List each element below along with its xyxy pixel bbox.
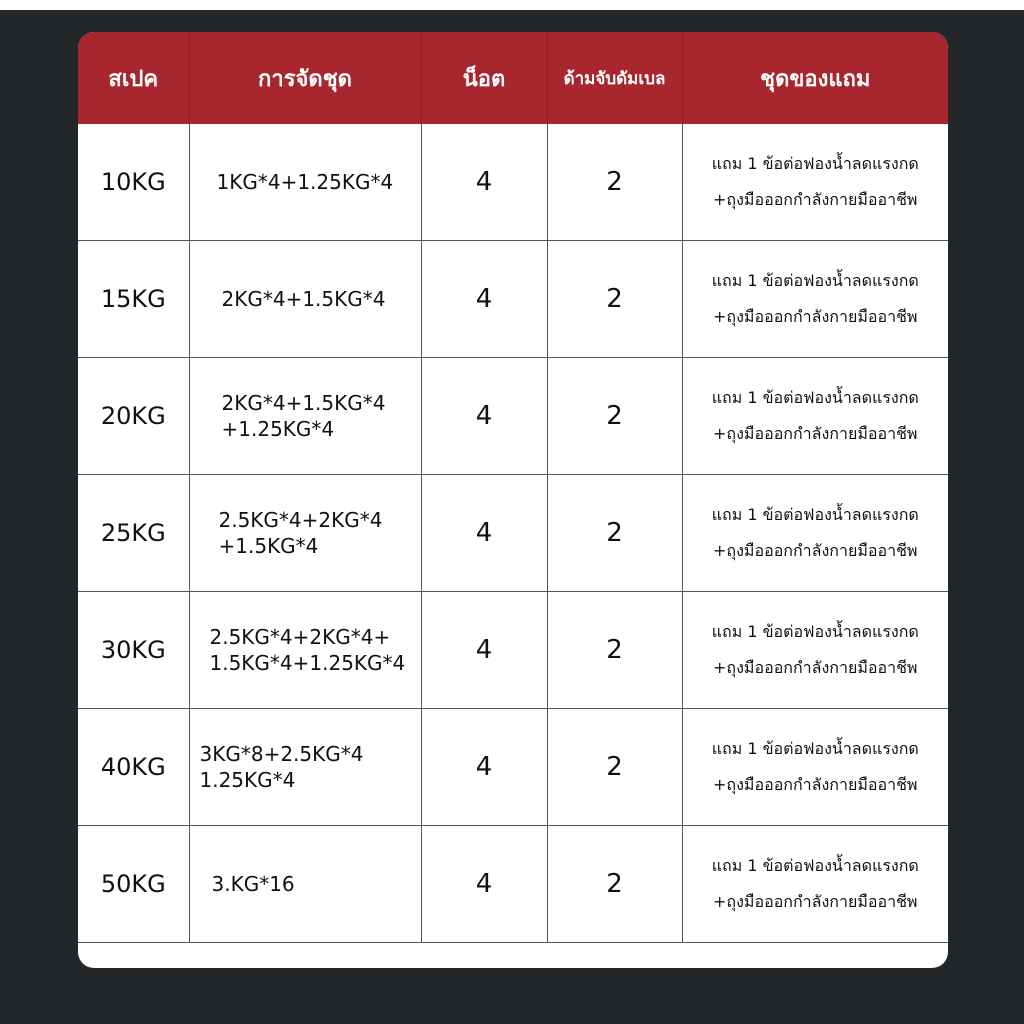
table-row [78,475,948,592]
combo-line: 1.25KG*4 [199,768,296,792]
header-combo: การจัดชุด [189,32,421,124]
combo-cell [189,826,421,943]
combo-cell [189,592,421,709]
gift-line: แถม 1 ข้อต่อฟองน้ำลดแรงกด [711,505,919,524]
gift-cell [682,709,948,826]
nut-cell: 4 [421,241,547,358]
combo-line: 2KG*4+1.5KG*4 [221,287,386,311]
handle-cell: 2 [547,709,682,826]
table-row [78,124,948,241]
nut-cell: 4 [421,358,547,475]
handle-cell: 2 [547,592,682,709]
header-handle: ด้ามจับดัมเบล [547,32,682,124]
combo-line: +1.25KG*4 [221,417,335,441]
combo-line: 2KG*4+1.5KG*4 [221,391,386,415]
gift-line: แถม 1 ข้อต่อฟองน้ำลดแรงกด [711,622,919,641]
handle-cell: 2 [547,241,682,358]
gift-cell [682,358,948,475]
combo-cell [189,241,421,358]
gift-line: +ถุงมือออกกำลังกายมืออาชีพ [713,424,918,443]
combo-line: 3KG*8+2.5KG*4 [199,742,364,766]
table-row [78,709,948,826]
top-strip [0,0,1024,10]
spec-cell: 50KG [78,826,189,943]
gift-line: +ถุงมือออกกำลังกายมืออาชีพ [713,892,918,911]
handle-cell: 2 [547,475,682,592]
header-row [78,32,948,124]
gift-line: +ถุงมือออกกำลังกายมืออาชีพ [713,775,918,794]
gift-line: แถม 1 ข้อต่อฟองน้ำลดแรงกด [711,856,919,875]
spec-cell: 40KG [78,709,189,826]
nut-cell: 4 [421,709,547,826]
handle-cell: 2 [547,826,682,943]
spec-cell: 15KG [78,241,189,358]
gift-line: +ถุงมือออกกำลังกายมืออาชีพ [713,190,918,209]
combo-line: 2.5KG*4+2KG*4 [218,508,383,532]
table-row [78,592,948,709]
table-row [78,358,948,475]
gift-line: แถม 1 ข้อต่อฟองน้ำลดแรงกด [711,271,919,290]
handle-cell: 2 [547,358,682,475]
table-row [78,241,948,358]
nut-cell: 4 [421,592,547,709]
table-row [78,826,948,943]
combo-cell [189,124,421,241]
combo-line: +1.5KG*4 [218,534,319,558]
header-gift: ชุดของแถม [682,32,948,124]
header-nut: น็อต [421,32,547,124]
combo-line: 1KG*4+1.25KG*4 [216,170,394,194]
gift-line: แถม 1 ข้อต่อฟองน้ำลดแรงกด [711,154,919,173]
spec-table [78,32,948,943]
combo-cell [189,475,421,592]
spec-cell: 20KG [78,358,189,475]
combo-cell [189,358,421,475]
spec-cell: 30KG [78,592,189,709]
gift-line: +ถุงมือออกกำลังกายมืออาชีพ [713,307,918,326]
gift-line: +ถุงมือออกกำลังกายมืออาชีพ [713,658,918,677]
gift-line: +ถุงมือออกกำลังกายมืออาชีพ [713,541,918,560]
combo-line: 1.5KG*4+1.25KG*4 [209,651,406,675]
spec-cell: 25KG [78,475,189,592]
gift-cell [682,241,948,358]
nut-cell: 4 [421,124,547,241]
spec-table-card [78,32,948,968]
gift-line: แถม 1 ข้อต่อฟองน้ำลดแรงกด [711,388,919,407]
gift-cell [682,826,948,943]
nut-cell: 4 [421,475,547,592]
header-spec: สเปค [78,32,189,124]
gift-cell [682,592,948,709]
combo-cell [189,709,421,826]
combo-line: 2.5KG*4+2KG*4+ [209,625,391,649]
gift-line: แถม 1 ข้อต่อฟองน้ำลดแรงกด [711,739,919,758]
gift-cell [682,475,948,592]
gift-cell [682,124,948,241]
spec-cell: 10KG [78,124,189,241]
handle-cell: 2 [547,124,682,241]
nut-cell: 4 [421,826,547,943]
combo-line: 3.KG*16 [211,872,295,896]
